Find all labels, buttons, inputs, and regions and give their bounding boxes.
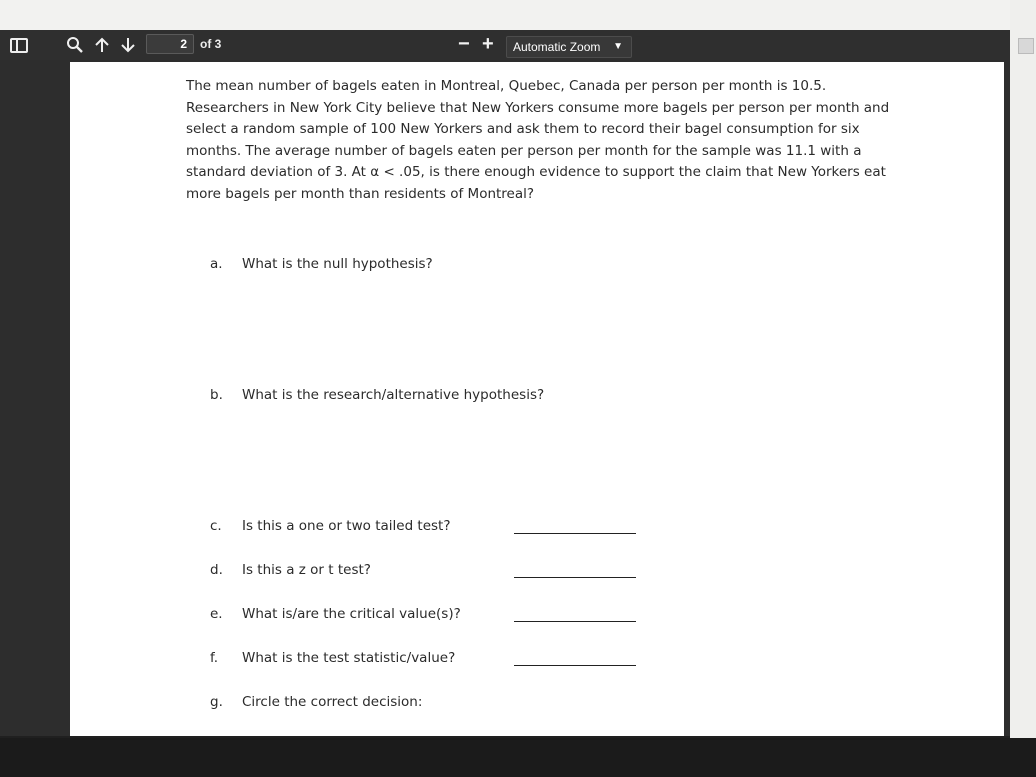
answer-line-d <box>514 577 636 578</box>
question-letter: d. <box>210 562 223 578</box>
question-letter: b. <box>210 387 223 403</box>
question-f <box>210 648 455 668</box>
question-text: What is the test statistic/value? <box>242 650 456 666</box>
monitor-bezel-right <box>1010 0 1036 740</box>
viewer-toolbar <box>0 30 1010 60</box>
sidebar-toggle-icon[interactable] <box>10 38 28 53</box>
arrow-up-icon[interactable] <box>94 36 110 54</box>
document-page <box>70 62 1004 736</box>
zoom-in-button[interactable]: + <box>482 33 494 55</box>
question-text: What is/are the critical value(s)? <box>242 606 461 622</box>
question-text: Is this a one or two tailed test? <box>242 518 451 534</box>
question-b <box>210 385 544 405</box>
page-number-input[interactable]: 2 <box>146 34 194 54</box>
question-text: What is the null hypothesis? <box>242 256 433 272</box>
answer-line-f <box>514 665 636 666</box>
question-text: Is this a z or t test? <box>242 562 371 578</box>
question-d <box>210 560 371 580</box>
question-a <box>210 254 433 274</box>
page-count-label: of 3 <box>200 37 222 51</box>
question-letter: c. <box>210 518 222 534</box>
answer-line-e <box>514 621 636 622</box>
question-text: Circle the correct decision: <box>242 694 423 710</box>
monitor-bezel-top <box>0 0 1036 32</box>
monitor-bezel-bottom <box>0 738 1036 777</box>
question-text: What is the research/alternative hypothesis? <box>242 387 545 403</box>
zoom-select[interactable] <box>506 36 632 58</box>
zoom-out-button[interactable]: − <box>458 33 470 55</box>
question-g <box>210 692 422 712</box>
question-c <box>210 516 451 536</box>
question-letter: a. <box>210 256 223 272</box>
chevron-down-icon: ▼ <box>613 41 623 52</box>
question-letter: g. <box>210 694 223 710</box>
question-letter: f. <box>210 650 219 666</box>
zoom-select-label: Automatic Zoom <box>513 40 601 54</box>
question-e <box>210 604 461 624</box>
scrollbar-thumb[interactable] <box>1018 38 1034 54</box>
arrow-down-icon[interactable] <box>120 36 136 54</box>
search-icon[interactable] <box>66 36 84 54</box>
question-letter: e. <box>210 606 223 622</box>
answer-line-c <box>514 533 636 534</box>
problem-statement: The mean number of bagels eaten in Montreal, Quebec, Canada per person per month is 10.5. Researchers in New York City believe that New Yorkers consume more bagels per person per month and select a random sample of 100 New Yorkers and ask them to record their bagel consumption for six months. The average number of bagels eaten per person per month for the sample was 11.1 with a standard deviation of 3. At α < .05, is there enough evidence to support the claim that New Yorkers eat more bagels per month than residents of Montreal? <box>186 78 890 202</box>
